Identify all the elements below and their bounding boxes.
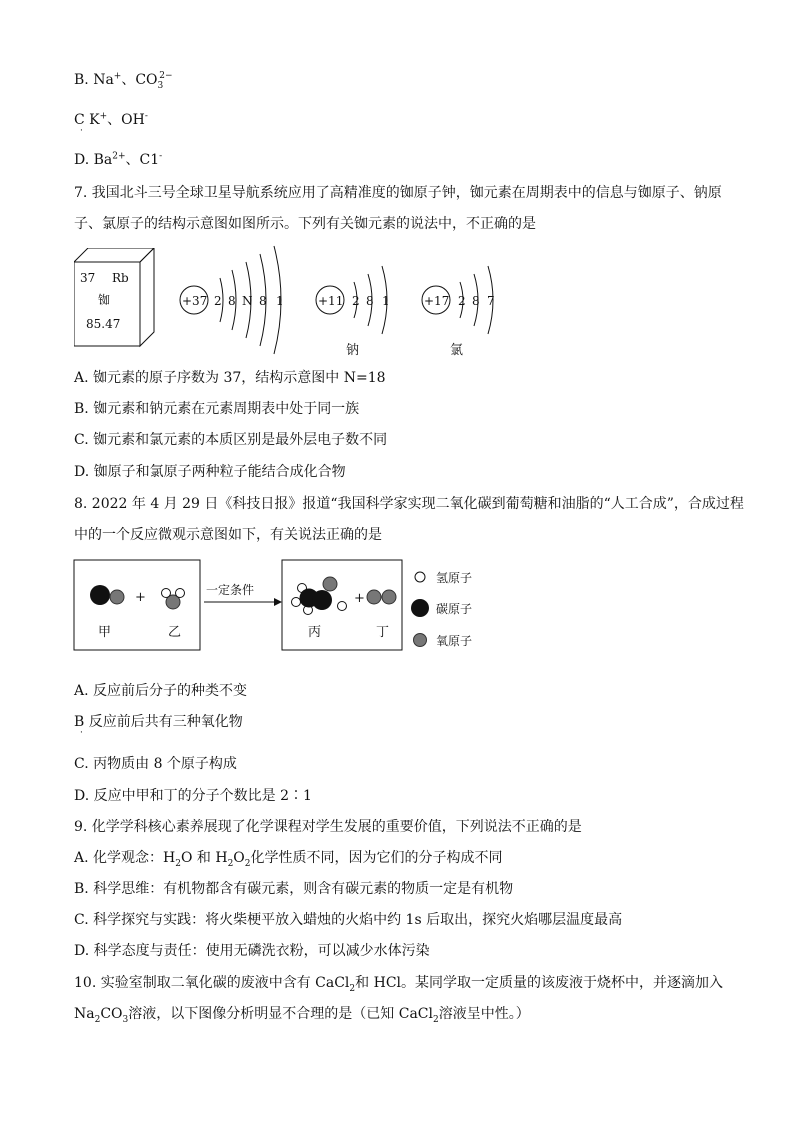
molecule-bing [292, 577, 347, 615]
legend-hydrogen [415, 571, 472, 585]
q10-stem-line1: 10. 实验室制取二氧化碳的废液中含有 CaCl$_2$和 HCl。某同学取一定质量的该废液于烧杯中，并逐滴加入 [74, 975, 724, 994]
na-structure-diagram [316, 266, 390, 358]
svg-text:2: 2 [214, 294, 222, 308]
molecule-yi [162, 589, 185, 610]
q7-stem-line1: 7. 我国北斗三号全球卫星导航系统应用了高精准度的铷原子钟，铷元素在周期表中的信息与铷原子、钠原 [74, 185, 722, 201]
label-ding: 丁 [376, 625, 390, 640]
label-yi: 乙 [168, 625, 182, 640]
q8-stem-line1: 8. 2022 年 4 月 29 日《科技日报》报道“我国科学家实现二氧化碳到葡萄糖和油脂的“人工合成”，合成过程 [74, 496, 744, 512]
svg-text:8: 8 [259, 294, 267, 308]
svg-text:1: 1 [382, 294, 390, 308]
q8-stem-line2: 中的一个反应微观示意图如下，有关说法正确的是 [74, 527, 382, 543]
legend-oxygen [414, 634, 473, 649]
na-label: 钠 [346, 343, 360, 358]
q7-option-d: D. 铷原子和氯原子两种粒子能结合成化合物 [74, 464, 346, 480]
q6-option-b: B. Na+、$CO_3^{2-}$ [74, 71, 173, 91]
svg-text:+37: +37 [182, 294, 208, 308]
atom-structure-diagrams [170, 242, 510, 364]
rb-name: 铷 [98, 293, 111, 307]
svg-text:+11: +11 [318, 294, 344, 308]
reactant-box [74, 560, 200, 650]
q8-option-b: B 反应前后共有三种氧化物 [74, 714, 243, 730]
svg-text:氢原子: 氢原子 [436, 571, 473, 585]
cl-structure-diagram [422, 266, 495, 358]
svg-text:7: 7 [487, 294, 495, 308]
rb-symbol: Rb [112, 271, 129, 285]
q8-option-c: C. 丙物质由 8 个原子构成 [74, 756, 237, 772]
q7-stem-line2: 子、氯原子的结构示意图如图所示。下列有关铷元素的说法中，不正确的是 [74, 216, 536, 232]
svg-text:8: 8 [228, 294, 236, 308]
svg-text:2: 2 [352, 294, 360, 308]
reaction-condition: 一定条件 [206, 583, 255, 597]
q9-stem: 9. 化学学科核心素养展现了化学课程对学生发展的重要价值，下列说法不正确的是 [74, 819, 582, 835]
svg-text:1: 1 [276, 294, 284, 308]
rubidium-element-card [74, 248, 158, 348]
rb-structure-diagram [180, 246, 284, 354]
rb-mass: 85.47 [86, 317, 121, 331]
q10-stem-line2: $Na_2CO_3$溶液，以下图像分析明显不合理的是（已知 CaCl$_2$溶液呈中性。） [74, 1006, 530, 1025]
svg-text:+: + [135, 590, 146, 605]
q9-option-b: B. 科学思维：有机物都含有碳元素，则含有碳元素的物质一定是有机物 [74, 881, 514, 897]
cl-label: 氯 [450, 343, 464, 358]
molecule-jia [90, 585, 124, 605]
rb-atomic-number: 37 [80, 271, 96, 285]
svg-text:+: + [354, 591, 365, 606]
q8-b-mark: · [80, 728, 83, 738]
svg-text:8: 8 [366, 294, 374, 308]
svg-text:8: 8 [472, 294, 480, 308]
q6-c-mark: · [80, 126, 83, 136]
q6-option-c: C K+、OH- [74, 111, 148, 128]
q9-option-d: D. 科学态度与责任：使用无磷洗衣粉，可以减少水体污染 [74, 943, 430, 959]
label-jia: 甲 [98, 625, 112, 640]
q9-option-a: A. 化学观念：$H_2O$ 和 $H_2O_2$化学性质不同，因为它们的分子构成不同 [74, 850, 503, 869]
molecule-ding [367, 590, 396, 604]
q9-option-c: C. 科学探究与实践：将火柴梗平放入蜡烛的火焰中约 1s 后取出，探究火焰哪层温度最高 [74, 912, 623, 928]
svg-text:碳原子: 碳原子 [436, 602, 473, 616]
svg-text:+17: +17 [424, 294, 450, 308]
q6-option-d: D. $Ba^{2+}$、C1- [74, 151, 163, 168]
svg-text:N: N [242, 294, 253, 308]
svg-text:2: 2 [458, 294, 466, 308]
label-bing: 丙 [308, 625, 322, 640]
q7-option-a: A. 铷元素的原子序数为 37，结构示意图中 N=18 [74, 370, 386, 386]
reaction-micro-diagram [72, 558, 492, 654]
legend-carbon [411, 599, 472, 617]
q7-option-b: B. 铷元素和钠元素在元素周期表中处于同一族 [74, 401, 360, 417]
q7-option-c: C. 铷元素和氯元素的本质区别是最外层电子数不同 [74, 432, 388, 448]
q8-option-a: A. 反应前后分子的种类不变 [74, 683, 248, 699]
svg-text:氧原子: 氧原子 [436, 634, 473, 648]
q8-option-d: D. 反应中甲和丁的分子个数比是 2∶1 [74, 788, 312, 804]
